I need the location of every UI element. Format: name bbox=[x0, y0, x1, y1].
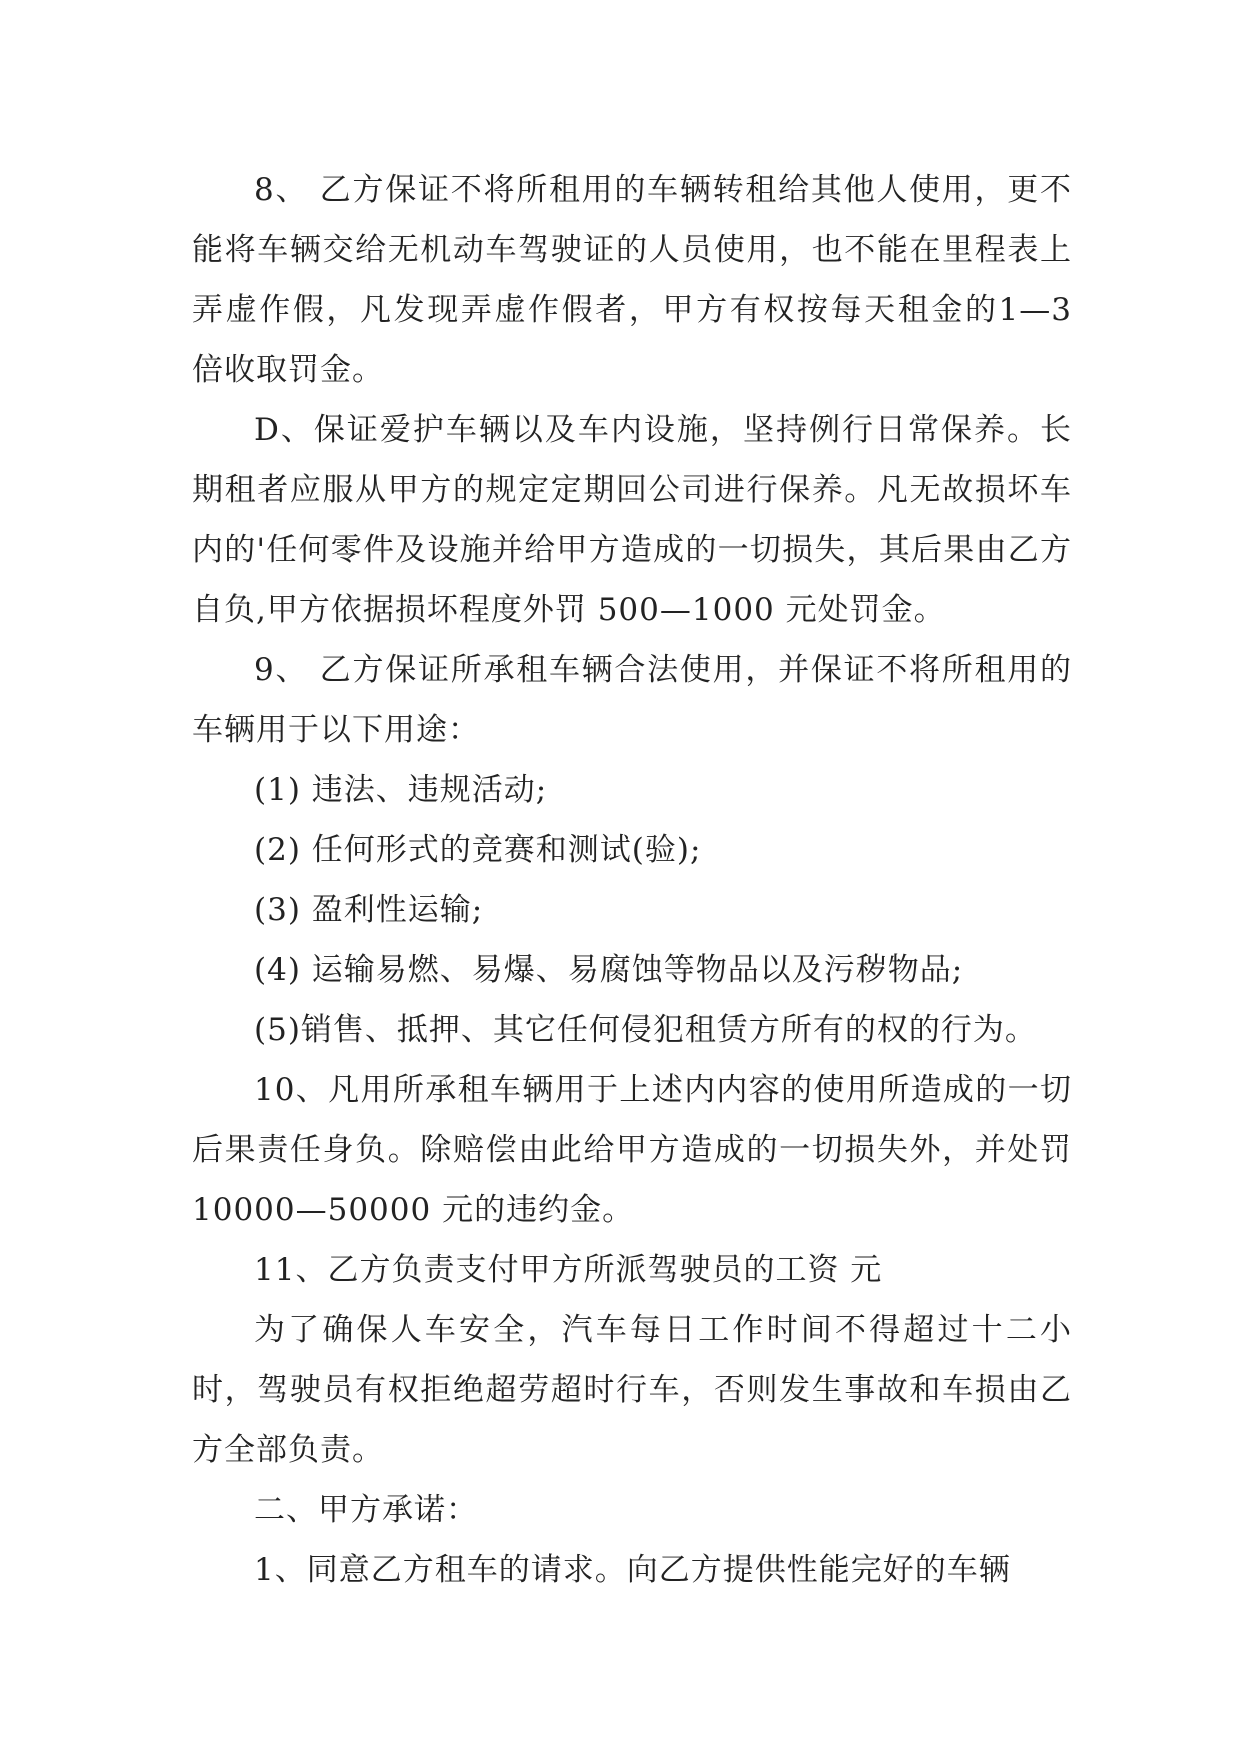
clause-11: 11、乙方负责支付甲方所派驾驶员的工资 元 bbox=[254, 1252, 883, 1288]
list-item-3: (3) 盈利性运输; bbox=[254, 892, 484, 928]
section-heading-party-a: 二、甲方承诺： bbox=[254, 1492, 478, 1528]
list-item-4: (4) 运输易燃、易爆、易腐蚀等物品以及污秽物品; bbox=[254, 952, 964, 988]
clause-d: D、保证爱护车辆以及车内设施，坚持例行日常保养。长期租者应服从甲方的规定定期回公司进行保养。凡无故损坏车内的'任何零件及设施并给甲方造成的一切损失，其后果由乙方自负,甲方依据损坏程度外罚 500—1000 元处罚金。 bbox=[192, 412, 1072, 628]
list-item-2: (2) 任何形式的竞赛和测试(验); bbox=[254, 832, 702, 868]
safety-paragraph: 为了确保人车安全，汽车每日工作时间不得超过十二小时，驾驶员有权拒绝超劳超时行车，否则发生事故和车损由乙方全部负责。 bbox=[192, 1312, 1072, 1468]
clause-10: 10、凡用所承租车辆用于上述内内容的使用所造成的一切后果责任身负。除赔偿由此给甲方造成的一切损失外，并处罚 10000—50000 元的违约金。 bbox=[192, 1072, 1072, 1228]
list-item-5: (5)销售、抵押、其它任何侵犯租赁方所有的权的行为。 bbox=[254, 1012, 1037, 1048]
document-body bbox=[192, 160, 1072, 1600]
party-a-clause-1: 1、同意乙方租车的请求。向乙方提供性能完好的车辆 bbox=[254, 1552, 1011, 1588]
clause-9: 9、 乙方保证所承租车辆合法使用，并保证不将所租用的车辆用于以下用途： bbox=[192, 652, 1072, 748]
list-item-1: (1) 违法、违规活动; bbox=[254, 772, 548, 808]
clause-8: 8、 乙方保证不将所租用的车辆转租给其他人使用，更不能将车辆交给无机动车驾驶证的人员使用，也不能在里程表上弄虚作假，凡发现弄虚作假者，甲方有权按每天租金的1—3 倍收取罚金。 bbox=[192, 172, 1072, 388]
